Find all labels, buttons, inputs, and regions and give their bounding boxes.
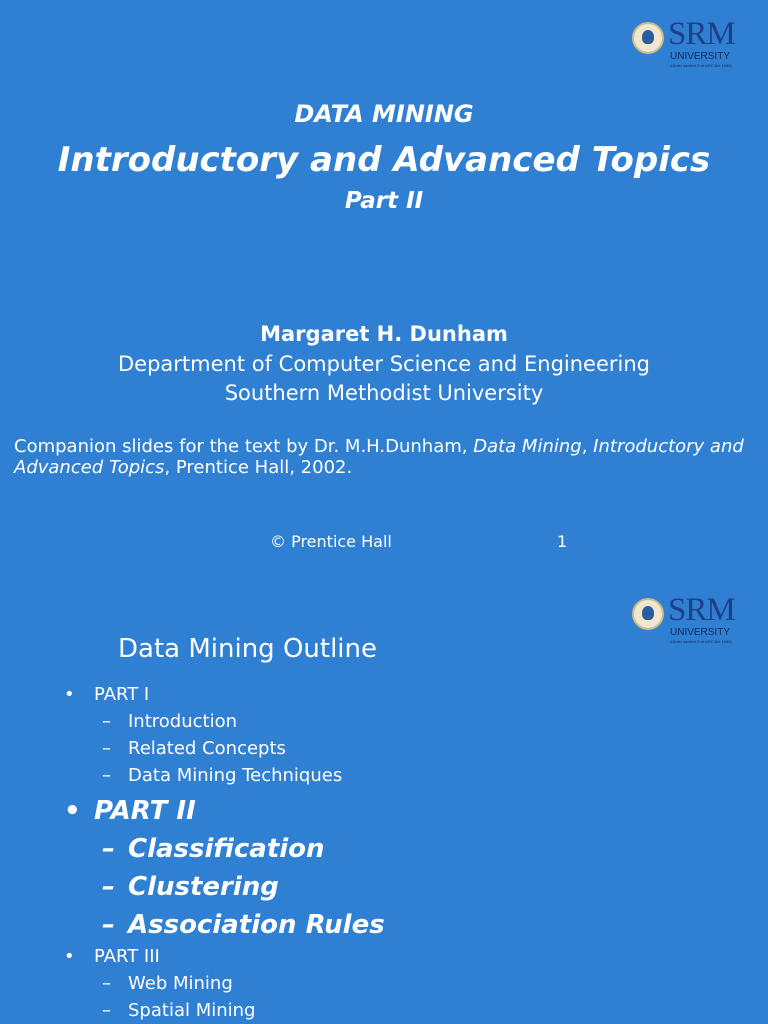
part1-item: Data Mining Techniques [128, 765, 343, 786]
slide-title: Introductory and Advanced Topics [57, 140, 711, 180]
companion-separator: , [581, 436, 594, 457]
slide-kicker: DATA MINING [294, 100, 474, 128]
part1-label: PART I [94, 684, 150, 705]
dash-icon: – [102, 738, 111, 759]
outline-title: Data Mining Outline [118, 634, 378, 664]
logo-fine-print: (Under section 3 of UGC Act 1956) [670, 63, 732, 68]
part2-item: Clustering [128, 872, 279, 902]
dash-icon: – [102, 910, 115, 940]
part1-item: Introduction [128, 711, 238, 732]
part1-item: Related Concepts [128, 738, 286, 759]
university-seal-icon [632, 22, 664, 54]
copyright-footer: © Prentice Hall [270, 532, 392, 551]
author-name: Margaret H. Dunham [260, 322, 508, 346]
slide-subtitle: Part II [344, 188, 424, 214]
srm-logo [632, 592, 744, 648]
bullet-icon: • [64, 796, 81, 826]
logo-brand: SRM [668, 592, 735, 628]
dash-icon: – [102, 973, 111, 994]
outline-slide [0, 580, 768, 1024]
part3-label: PART III [94, 946, 160, 967]
companion-note [14, 436, 754, 478]
author-university: Southern Methodist University [224, 381, 544, 405]
dash-icon: – [102, 872, 115, 902]
book-title-part1: Data Mining [473, 436, 582, 457]
part2-item: Classification [128, 834, 325, 864]
part3-item: Spatial Mining [128, 1000, 256, 1021]
logo-fine-print: (Under section 3 of UGC Act 1956) [670, 639, 732, 644]
dash-icon: – [102, 834, 115, 864]
bullet-icon: • [64, 684, 75, 705]
bullet-icon: • [64, 946, 75, 967]
author-department: Department of Computer Science and Engineering [117, 352, 650, 376]
part2-item: Association Rules [128, 910, 385, 940]
companion-prefix: Companion slides for the text by Dr. M.H.Dunham, [14, 436, 474, 457]
dash-icon: – [102, 711, 111, 732]
part2-label: PART II [94, 796, 196, 826]
dash-icon: – [102, 765, 111, 786]
logo-subtitle: UNIVERSITY [670, 627, 731, 638]
srm-logo [632, 16, 744, 72]
university-seal-icon [632, 598, 664, 630]
book-title-part2: Introductory and Advanced Topics [14, 436, 744, 478]
companion-suffix: , Prentice Hall, 2002. [164, 457, 353, 478]
dash-icon: – [102, 1000, 111, 1021]
page-number: 1 [557, 532, 568, 551]
part3-item: Web Mining [128, 973, 233, 994]
logo-brand: SRM [668, 16, 735, 52]
logo-subtitle: UNIVERSITY [670, 51, 731, 62]
